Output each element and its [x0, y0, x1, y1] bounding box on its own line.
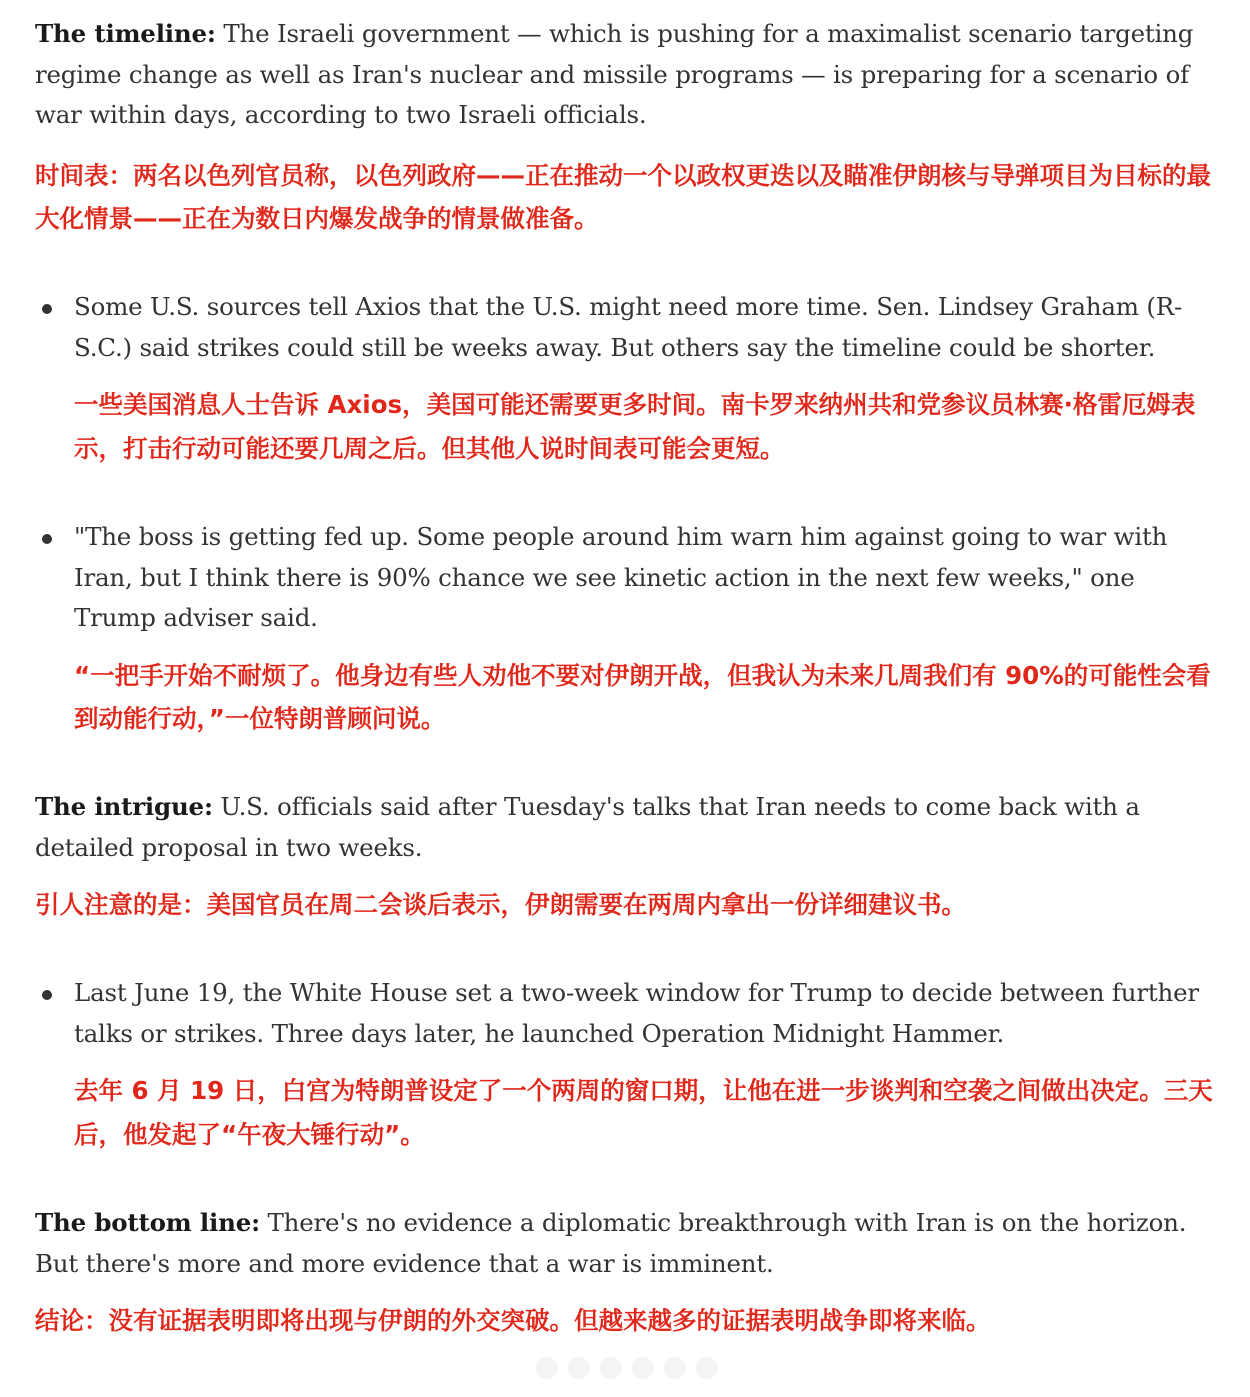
bottom-line-translation: 结论：没有证据表明即将出现与伊朗的外交突破。但越来越多的证据表明战争即将来临。 — [35, 1306, 991, 1335]
bullet-text: Some U.S. sources tell Axios that the U.S. might need more time. Sen. Lindsey Graham (R-S.C.) said strikes could still be weeks away. But others say the timeline could be shorter. — [74, 292, 1183, 362]
timeline-text: The Israeli government — which is pushing for a maximalist scenario targeting regime change as well as Iran's nuclear and missile programs — is preparing for a scenario of war within days, according to two Israeli officials. — [35, 19, 1194, 129]
section-intrigue — [35, 787, 1220, 927]
bottom-line-paragraph — [35, 1203, 1220, 1284]
timeline-label: The timeline: — [35, 19, 216, 48]
bullet-text: "The boss is getting fed up. Some people around him warn him against going to war with Iran, but I think there is 90% chance we see kinetic action in the next few weeks," one Trump adviser said. — [74, 522, 1168, 632]
bullet-translation: 一些美国消息人士告诉 Axios，美国可能还需要更多时间。南卡罗来纳州共和党参议员林赛·格雷厄姆表示，打击行动可能还要几周之后。但其他人说时间表可能会更短。 — [74, 390, 1196, 463]
section-bottom-line — [35, 1203, 1220, 1343]
intrigue-paragraph — [35, 787, 1220, 868]
bullet-item — [35, 973, 1220, 1156]
bottom-line-label: The bottom line: — [35, 1208, 260, 1237]
timeline-paragraph — [35, 14, 1220, 136]
intrigue-text: U.S. officials said after Tuesday's talks that Iran needs to come back with a detailed proposal in two weeks. — [35, 792, 1140, 862]
bullet-text: Last June 19, the White House set a two-week window for Trump to decide between further talks or strikes. Three days later, he launched Operation Midnight Hammer. — [74, 978, 1199, 1048]
bullet-item — [35, 287, 1220, 470]
bullet-item — [35, 517, 1220, 741]
timeline-translation: 时间表：两名以色列官员称，以色列政府——正在推动一个以政权更迭以及瞄准伊朗核与导弹项目为目标的最大化情景——正在为数日内爆发战争的情景做准备。 — [35, 160, 1211, 233]
bullet-translation: 去年 6 月 19 日，白宫为特朗普设定了一个两周的窗口期，让他在进一步谈判和空袭之间做出决定。三天后，他发起了“午夜大锤行动”。 — [74, 1076, 1213, 1149]
intrigue-label: The intrigue: — [35, 792, 213, 821]
section-timeline — [35, 14, 1220, 241]
bottom-line-text: There's no evidence a diplomatic breakthrough with Iran is on the horizon. But there's more and more evidence that a war is imminent. — [35, 1208, 1187, 1278]
bullet-icon — [42, 534, 52, 544]
bullet-icon — [42, 990, 52, 1000]
intrigue-translation: 引人注意的是：美国官员在周二会谈后表示，伊朗需要在两周内拿出一份详细建议书。 — [35, 890, 966, 919]
bullet-icon — [42, 304, 52, 314]
watermark-icon — [527, 1348, 727, 1388]
bullet-translation: “一把手开始不耐烦了。他身边有些人劝他不要对伊朗开战，但我认为未来几周我们有 90%的可能性会看到动能行动，”一位特朗普顾问说。 — [74, 660, 1211, 733]
